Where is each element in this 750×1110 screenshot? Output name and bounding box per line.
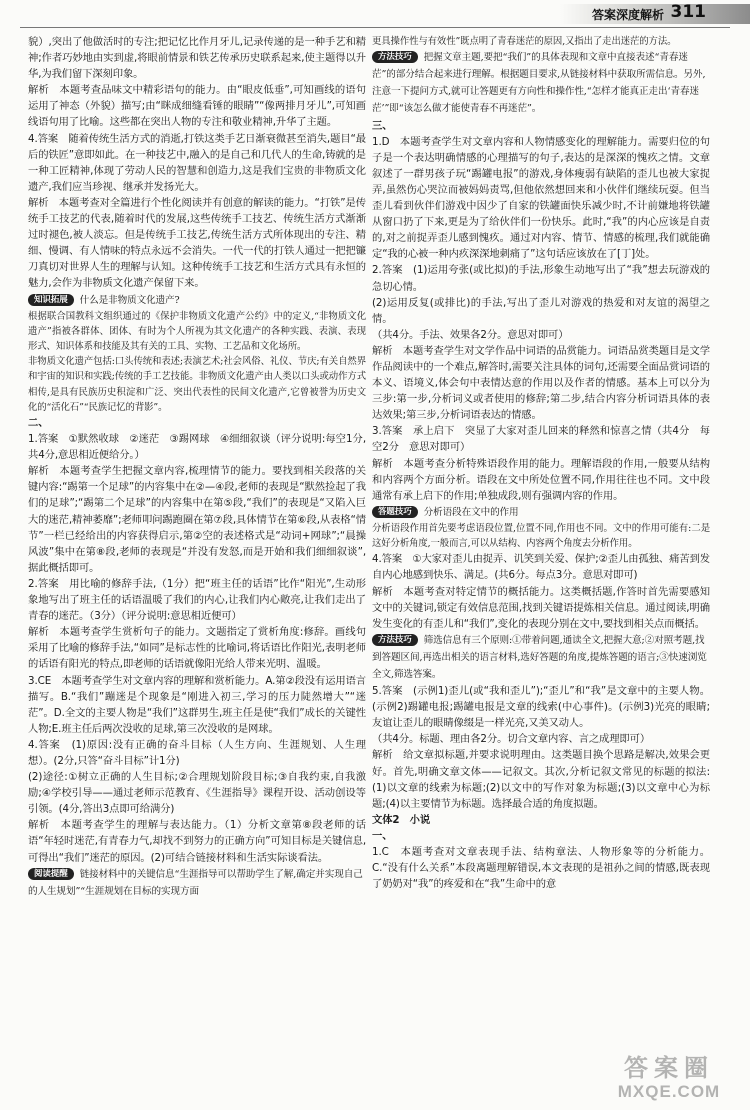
answer-paragraph: (2)运用反复(或排比)的手法,写出了歪儿对游戏的热爱和对友谊的渴望之情。 (372, 296, 710, 325)
tip-tag-badge: 阅读提醒 (28, 868, 74, 880)
tip-tag-badge: 方法技巧 (372, 634, 418, 646)
note-paragraph: 非物质文化遗产包括:口头传统和表述;表演艺术;社会风俗、礼仪、节庆;有关自然界和宇宙的知识和实践;传统的手工艺技能。非物质文化遗产由人类以口头或动作方式相传,是具有民族历史积淀和广泛、突出代表性的民间文化遗产,它曾被誉为历史文化的“活化石”“民族记忆的背影”。 (28, 356, 366, 413)
answer-paragraph: 3.CE 本题考查学生对文章内容的理解和赏析能力。A.第②段没有运用语言描写。B.“我们”蹦迷是个现象是“刚进入初三,学习的压力陡然增大”“迷茫”。D.全文的主要人物是“我们”这群男生,班主任是使“我们”成长的关键性人物;E.班主任后两次没收的足球,第三次没收的是网球。 (28, 674, 366, 735)
right-column (372, 34, 710, 892)
answer-paragraph: 解析 本题考查学生的理解与表达能力。（1）分析文章第⑧段老师的话语“年轻时迷茫,有青春力气,却找不到努力的正确方向”可知目标是关键信息,可得出“我们”迷茫的原因。(2)可结合链接材料和生活实际谈看法。 (28, 819, 366, 864)
answer-paragraph: 4.答案 ①大家对歪儿由捉弄、讥笑到关爱、保护;②歪儿由孤独、痛苦到发自内心地感到快乐、满足。(共6分。每点3分。意思对即可) (372, 553, 710, 582)
answer-paragraph: 5.答案 (示例1)歪儿(或“我和歪儿”);“歪儿”和“我”是文章中的主要人物。(示例2)踢罐电报;踢罐电报是文章的线索(中心事件)。(示例3)光亮的眼睛;友谊让歪儿的眼睛像缀是一样光亮,又美又动人。 (372, 685, 710, 730)
section-heading: 三、 (372, 119, 393, 132)
tip-text: 链接材料中的关键信息“生涯指导可以帮助学生了解,确定并实现自己的人生规划”“生涯规划在目标的实现方面 (28, 868, 363, 897)
answer-paragraph: （共4分。手法、效果各2分。意思对即可） (372, 328, 569, 341)
header-title: 答案深度解析 (591, 8, 664, 22)
watermark (594, 1054, 744, 1106)
watermark-url: MXQE.COM (617, 1082, 721, 1101)
answer-paragraph: 解析 本题考查学生把握文章内容,梳理情节的能力。要找到相关段落的关键内容:“踢第一个足球”的内容集中在②—④段,老师的表现是“默然捡起了我们的足球”;“踢第二个足球”的内容集中在第⑤段,“我们”的表现是“又陷入巨大的迷茫,精神萎靡”;老师叩问踢跑圈在第⑦段,具体情节在第⑥段,从表格“情节”一栏已经给出的内容获得启示,第②空的表述格式是“动词+网球”;“晨操风波”集中在第⑧段,老师的表现是“并没有发怒,而是开始和我们细细叙谈”,据此概括即可。 (28, 465, 366, 574)
answer-paragraph: 解析 本题考查学生赏析句子的能力。文题指定了赏析角度:修辞。画线句采用了比喻的修辞手法,“如同”是标志性的比喻词,将话语比作阳光,表明老师的话语有阳光的特点,即老师的话语就像阳光给人带来光明、温暖。 (28, 626, 366, 671)
tip-text: 分析语段在文中的作用 (423, 506, 519, 518)
answer-paragraph: 1.答案 ①默然收球 ②迷茫 ③踢网球 ④细细叙谈（评分说明:每空1分,共4分,意思相近便给分。） (28, 433, 366, 462)
header-rule (20, 27, 730, 28)
answer-paragraph: 解析 本题考查品味文中精彩语句的能力。由“眼皮低垂”,可知画线的语句运用了神态（外貌）描写;由“眯成细缝看锤的眼睛”“像两排月牙儿”,可知画线语句用了比喻。这些都在突出人物的专注和敬业精神,升华了主题。 (28, 84, 366, 129)
section-heading: 文体2 小说 (372, 813, 431, 826)
tip-tag-badge: 答题技巧 (372, 506, 418, 518)
answer-paragraph: 4.答案 随着传统生活方式的消逝,打铁这类手艺日渐衰微甚至消失,题目“最后的铁匠”意即如此。在一种技艺中,融入的是自己和几代人的生命,铸就的是一种工匠精神,体现了劳动人民的智慧和创造力,这是我们宝贵的非物质文化遗产,我们应当珍视、继承并发扬光大。 (28, 132, 366, 193)
tip-text: 把握文章主题,要把“我们”的具体表现和文章中直接表述“青春迷茫”的部分结合起来进行理解。根据题目要求,从链接材料中获取所需信息。另外,注意一下提问方式,就可让答题更有方向性和操作性,“怎样才能真正走出‘青春迷茫’”即“该怎么做才能使青春不再迷茫”。 (372, 52, 706, 115)
tip-line (372, 632, 710, 683)
watermark-text: 答案圈 (624, 1054, 714, 1082)
tip-line (28, 292, 366, 309)
tip-tag-badge: 方法技巧 (372, 51, 418, 63)
answer-paragraph: 解析 本题考查分析特殊语段作用的能力。理解语段的作用,一般要从结构和内容两个方面分析。语段在文中所处位置不同,作用往往也不同。文中段通常有承上启下的作用;单独成段,则有强调内容的作用。 (372, 457, 710, 502)
section-heading: 一、 (372, 829, 393, 842)
answer-paragraph: （共4分。标题、理由各2分。切合文章内容、言之成理即可） (372, 733, 651, 746)
note-paragraph: 根据联合国教科文组织通过的《保护非物质文化遗产公约》中的定义,“非物质文化遗产”指被各群体、团体、有时为个人所视为其文化遗产的各种实践、表演、表现形式、知识体系和技能及其有关的工具、实物、工艺品和文化场所。 (28, 310, 366, 352)
page-number: 311 (670, 2, 706, 22)
answer-paragraph: 1.D 本题考查学生对文章内容和人物情感变化的理解能力。需要归位的句子是一个表达明确情感的心理描写的句子,表达的是深深的愧疚之情。文章叙述了一群男孩子玩“踢罐电报”的游戏,身体瘦弱有缺陷的歪儿也被大家捉弄,虽然伤心哭泣而被妈妈责骂,但他依然想回来和小伙伴们继续玩耍。但当歪儿看到伙伴们游戏中因少了自家的铁罐面快乐减少时,不计前嫌地将铁罐从窗口扔了下来,更是为了给伙伴们一份快乐。此时,“我”的内心应该是自责的,对之前捉弄歪儿感到愧疚。通过对内容、情节、情感的梳理,我们就能确定“我的心被一种内疚深深地刺痛了”这句话应该放在了[丁]处。 (372, 135, 710, 261)
page-header (0, 0, 750, 26)
answer-paragraph: (2)途径:①树立正确的人生目标;②合理规划阶段目标;③自我约束,自我激励;④学校引导——通过老师示范教育、《生涯指导》课程开设、活动创设等引领。(4分,答出3点即可给满分) (28, 771, 366, 816)
tip-line (28, 866, 366, 900)
answer-paragraph: 解析 本题考查对全篇进行个性化阅读并有创意的解读的能力。“打铁”是传统手工技艺的代表,随着时代的发展,这些传统手工技艺、传统生活方式渐渐过时褪色,被人淡忘。但是传统手工技艺,传统生活方式所体现出的专注、精细、慢调、有人情味的特点永远不会消失。一代一代的打铁人通过一把把镰刀真切对世界人生的理解与认知。这种传统手工技艺和生活方式具有永恒的魅力,会作为非物质文化遗产保留下来。 (28, 196, 366, 290)
answer-paragraph: 貌）,突出了他做活时的专注;把记忆比作月牙儿,记录传递的是一种手艺和精神;作者巧妙地由实到虚,将眼前情景和铁艺传承历史联系起来,使主题得以升华,为我们留下深刻印象。 (28, 36, 366, 81)
tip-text: 筛选信息有三个原则:①带着问题,通读全文,把握大意;②对照考题,找到答题区间,再选出相关的语言材料,选好答题的角度,提炼答题的语言;③快速浏览全文,筛选答案。 (372, 634, 707, 680)
section-heading: 二、 (28, 417, 49, 430)
answer-paragraph: 1.C 本题考查对文章表现手法、结构章法、人物形象等的分析能力。C.“没有什么关系”本段离题理解错误,本文表现的是祖孙之间的情感,既表现了奶奶对“我”的疼爱和在“我”生命中的意 (372, 846, 710, 891)
answer-paragraph: 2.答案 (1)运用夸张(或比拟)的手法,形象生动地写出了“我”想去玩游戏的急切心情。 (372, 264, 710, 293)
left-column (28, 34, 366, 900)
answer-paragraph: 2.答案 用比喻的修辞手法,（1分）把“班主任的话语”比作“阳光”,生动形象地写出了班主任的话语温暖了我们的内心,让我们内心敞亮,让我们走出了青春的迷茫。（3分）（评分说明:意思相近便可） (28, 577, 366, 623)
tip-line (372, 49, 710, 117)
answer-paragraph: 解析 本题考查对特定情节的概括能力。这类概括题,作答时首先需要感知文中的关键词,锁定有效信息范围,找到关键语提炼相关信息。通过阅读,明确发生变化的有歪儿和“我们”,变化的表现分别在文中,要找到相关点而概括。 (372, 585, 710, 630)
answer-paragraph: 解析 本题考查学生对文学作品中词语的品赏能力。词语品赏类题目是文学作品阅读中的一个难点,解答时,需要关注具体的词句,还需要全面品赏词语的本义、语境义,体会句中表情达意的作用以及作者的情感。基本上可以分为三步:第一步,分析词义或者使用的修辞;第二步,结合内容分析词语具体的表达效果;第三步,分析词语表达的情感。 (372, 344, 710, 422)
answer-paragraph: 3.答案 承上启下 突显了大家对歪儿回来的释然和惊喜之情（共4分 每空2分 意思对即可） (372, 425, 710, 454)
note-paragraph: 更具操作性与有效性”既点明了青春迷茫的原因,又指出了走出迷茫的方法。 (372, 36, 677, 47)
tip-text: 什么是非物质文化遗产? (79, 294, 180, 306)
tip-line (372, 504, 710, 521)
tip-tag-badge: 知识拓展 (28, 294, 74, 306)
answer-paragraph: 解析 给文章拟标题,并要求说明理由。这类题目换个思路是解决,效果会更好。首先,明确文章文体——记叙文。其次,分析记叙文常见的标题的拟法:(1)以文章的线索为标题;(2)以文中的写作对象为标题;(3)以文章中心为标题;(4)以主要情节为标题。选择最合适的角度拟题。 (372, 749, 710, 810)
note-paragraph: 分析语段作用首先要考虑语段位置,位置不同,作用也不同。文中的作用可能有:二是这好分析角度,一般而言,可以从结构、内容两个角度去分析作用。 (372, 522, 710, 550)
answer-paragraph: 4.答案 (1)原因:没有正确的奋斗目标（人生方向、生涯规划、人生理想）。(2分,只答“奋斗目标”计1分) (28, 738, 366, 767)
